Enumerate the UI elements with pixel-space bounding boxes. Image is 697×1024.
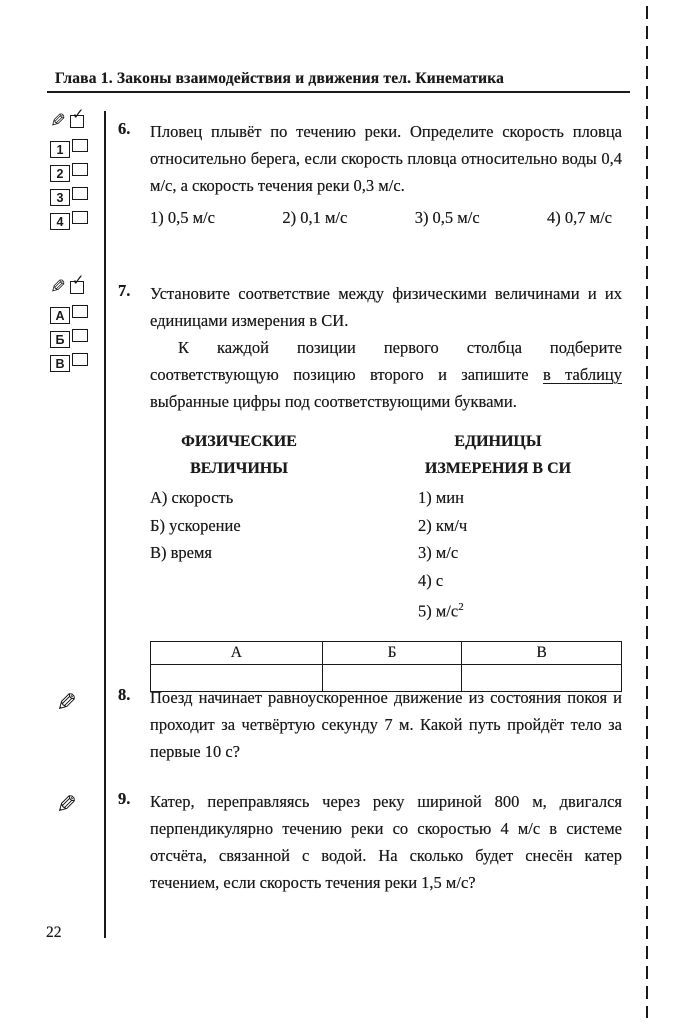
match-item: 2) км/ч: [418, 515, 468, 535]
si-units-column: [418, 428, 578, 625]
table-header-v: В: [462, 642, 622, 665]
match-item: В) время: [150, 543, 213, 562]
match-item: А) скорость: [150, 488, 234, 507]
match-item: Б) ускорение: [150, 515, 241, 535]
instruction-part2: выбранные цифры под соответствующими буквами.: [150, 392, 517, 411]
answer-checkbox[interactable]: [72, 187, 88, 200]
question-instruction: [150, 334, 622, 415]
q7-answer-row-v: [50, 353, 88, 372]
pencil-icon: ✎: [50, 276, 66, 298]
header-rule: [47, 91, 630, 93]
answer-checkbox[interactable]: [72, 139, 88, 152]
match-item: 1) мин: [418, 488, 464, 507]
match-item: 4) с: [418, 570, 444, 590]
question-6: [118, 118, 622, 228]
q7-pencil-check: [50, 271, 88, 299]
q6-answer-row-2: [50, 163, 88, 182]
question-number: 6.: [118, 119, 131, 138]
option-label-box: Б: [50, 331, 70, 348]
q6-answer-row-4: [50, 211, 88, 230]
question-number: 8.: [118, 685, 131, 704]
option-label-box: А: [50, 307, 70, 324]
instruction-part1: К каждой позиции первого столбца подберите соответствующую позицию второго и запишите: [150, 338, 622, 384]
option-label-box: 4: [50, 213, 70, 230]
match-item: 5) $м/с^2$: [418, 601, 464, 621]
question-text: Пловец плывёт по течению реки. Определите скорость пловца относительно берега, если скорость пловца относительно воды 0,4 м/с, а скорость течения реки 0,3 м/с.: [150, 122, 622, 195]
table-header-b: Б: [322, 642, 461, 665]
pencil-icon: ✎: [56, 688, 77, 717]
answer-options: [150, 208, 622, 228]
superscript: 2: [458, 601, 464, 613]
question-text: Катер, переправляясь через реку шириной 800 м, двигался перпендикулярно течению реки со скоростью 4 м/с в системе отсчёта, связанной с водой. На сколько будет снесён катер течением, если скорость течения реки 1,5 м/с?: [150, 792, 622, 892]
q7-answer-row-a: [50, 305, 88, 324]
question-9: [118, 788, 622, 896]
q6-margin-answers: [50, 105, 88, 230]
option-2: 2) 0,1 м/с: [282, 208, 348, 227]
option-label-box: 3: [50, 189, 70, 206]
left-column-header: ФИЗИЧЕСКИЕ ВЕЛИЧИНЫ: [181, 433, 297, 477]
dashed-cut-line: [646, 6, 648, 1018]
pencil-icon: ✎: [50, 110, 66, 132]
option-label-box: 2: [50, 165, 70, 182]
q6-answer-row-1: [50, 139, 88, 158]
table-header-a: А: [151, 642, 323, 665]
match-item: 3) м/с: [418, 543, 459, 562]
option-1: 1) 0,5 м/с: [150, 208, 215, 227]
answer-checkbox[interactable]: [72, 211, 88, 224]
answer-checkbox[interactable]: [72, 305, 88, 318]
right-column-items: [418, 484, 578, 625]
answer-table-header-row: [151, 642, 622, 665]
question-text: Поезд начинает равноускоренное движение из состояния покоя и проходит за четвёртую секунду 7 м. Какой путь пройдёт тело за первые 10 с?: [150, 688, 622, 761]
physical-quantities-column: [150, 428, 328, 567]
question-number: 7.: [118, 281, 131, 300]
instruction-underlined: в таблицу: [542, 365, 622, 384]
answer-checkbox[interactable]: [72, 329, 88, 342]
left-column-items: [150, 484, 328, 567]
margin-divider-line: [104, 111, 106, 938]
q7-answer-row-b: [50, 329, 88, 348]
check-icon: ✓: [71, 105, 85, 123]
option-3: 3) 0,5 м/с: [414, 208, 480, 227]
option-4: 4) 0,7 м/с: [547, 208, 612, 227]
q6-margin-checkbox[interactable]: [70, 105, 85, 128]
question-7: [118, 280, 622, 692]
pencil-icon: ✎: [56, 790, 77, 819]
chapter-header: Глава 1. Законы взаимодействия и движения тел. Кинематика: [55, 70, 505, 87]
option-label-box: 1: [50, 141, 70, 158]
question-text: Установите соответствие между физическими величинами и их единицами измерения в СИ.: [150, 284, 622, 330]
page-number: 22: [46, 924, 62, 941]
matching-section: [150, 428, 622, 625]
q7-margin-answers: [50, 271, 88, 372]
q6-answer-row-3: [50, 187, 88, 206]
q6-pencil-check: [50, 105, 88, 133]
right-column-header: ЕДИНИЦЫ ИЗМЕРЕНИЯ В СИ: [424, 433, 572, 477]
q7-margin-checkbox[interactable]: [70, 271, 85, 294]
question-8: [118, 684, 622, 765]
answer-checkbox[interactable]: [72, 353, 88, 366]
check-icon: ✓: [71, 271, 85, 289]
question-number: 9.: [118, 789, 131, 808]
option-label-box: В: [50, 355, 70, 372]
answer-checkbox[interactable]: [72, 163, 88, 176]
